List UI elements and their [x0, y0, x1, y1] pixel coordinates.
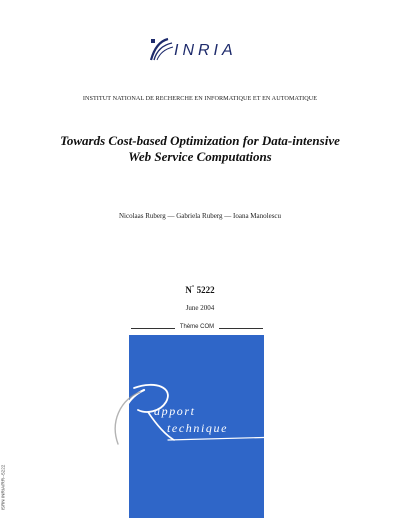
inria-logo [148, 36, 260, 64]
report-title [30, 133, 370, 165]
logo-wordmark: INRIA [174, 42, 237, 59]
number-prefix: N [185, 285, 192, 295]
theme-divider-right [219, 328, 263, 329]
number-degree: ° [191, 285, 195, 291]
cover-line-2: technique [167, 421, 229, 435]
side-isrn-code: ISRN INRIA/RR--5222 [0, 464, 6, 511]
report-date: June 2004 [185, 304, 215, 312]
title-line-1: Towards Cost-based Optimization for Data-intensive [60, 133, 340, 148]
report-number [0, 285, 400, 295]
institute-name: INSTITUT NATIONAL DE RECHERCHE EN INFORMATIQUE ET EN AUTOMATIQUE [82, 95, 318, 102]
title-line-2: Web Service Computations [128, 149, 272, 164]
cover-line-1: apport [154, 404, 196, 418]
theme-label: Thème COM [179, 324, 215, 330]
inria-logo-icon [148, 36, 176, 64]
theme-divider-left [131, 328, 175, 329]
number-value: 5222 [194, 285, 215, 295]
authors: Nicolaas Ruberg — Gabriela Ruberg — Ioana Manolescu [118, 212, 282, 220]
